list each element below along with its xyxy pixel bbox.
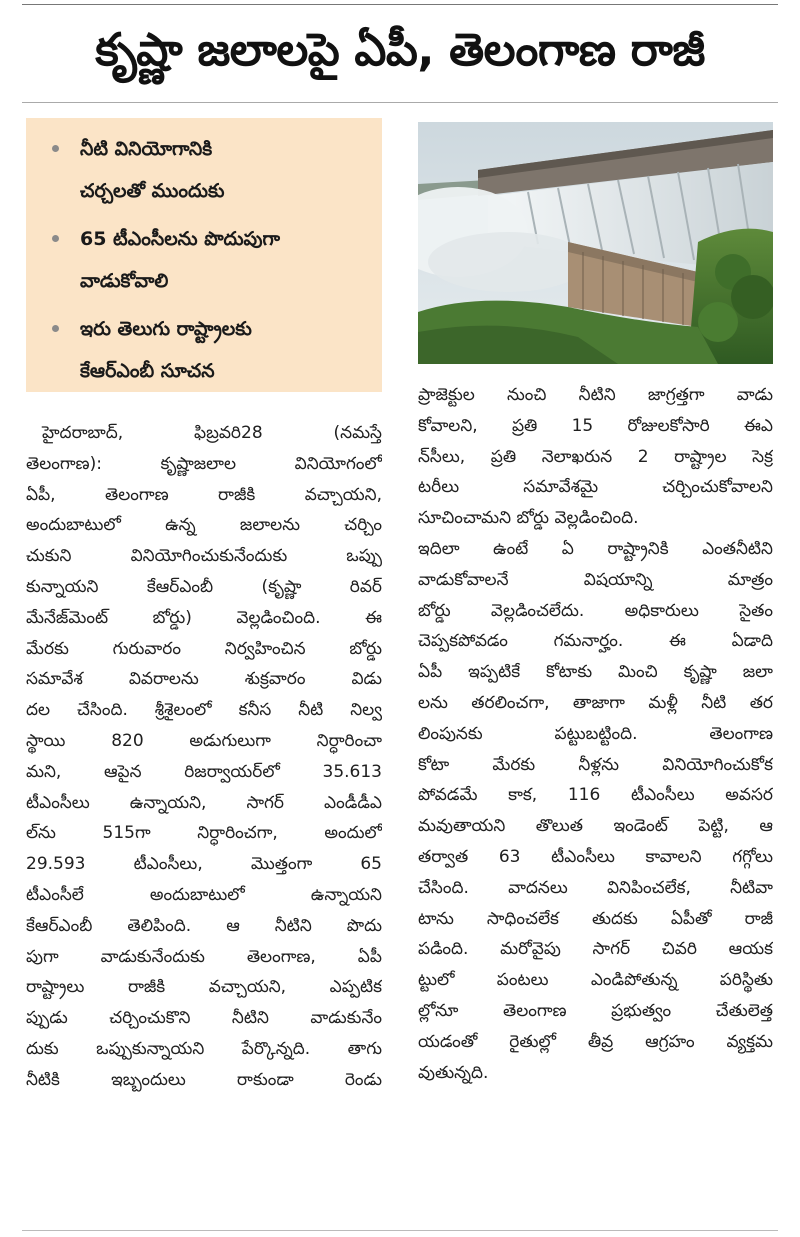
article-line: ప్రాజెక్టుల నుంచి నీటిని జాగ్రత్తగా వాడు xyxy=(418,385,773,405)
article-line: టీఎంసీలే అందుబాటులో ఉన్నాయని xyxy=(26,884,382,905)
article-line: పుగా వాడుకునేందుకు తెలంగాణ, ఏపీ xyxy=(26,946,382,967)
article-line: మని, ఆపైన రిజర్వాయర్‌లో 35.613 xyxy=(26,761,382,782)
dam-photo xyxy=(418,122,773,364)
article-line: న్‌సీలు, ప్రతి నెలాఖరున 2 రాష్ట్రాల సెక్ర xyxy=(418,446,773,467)
article-line: 29.593 టీఎంసీలు, మొత్తంగా 65 xyxy=(26,854,382,875)
highlight-item xyxy=(50,128,372,212)
article-line: కోవాలని, ప్రతి 15 రోజులకోసారి ఈఎ xyxy=(418,415,773,436)
article-line: వుతున్నది. xyxy=(418,1062,489,1083)
article-line: మేరకు గురువారం నిర్వహించిన బోర్డు xyxy=(26,638,382,659)
bullet-dot-icon xyxy=(52,325,59,332)
article-line: టరీలు సమావేశమై చర్చించుకోవాలని xyxy=(418,477,773,498)
highlight-line: ఇరు తెలుగు రాష్ట్రాలకు xyxy=(80,318,252,340)
article-line: చేసింది. వాదనలు వినిపించలేక, నీటివా xyxy=(418,877,773,898)
highlight-line: చర్చలతో ముందుకు xyxy=(80,180,225,202)
article-line: ఇదిలా ఉంటే ఏ రాష్ట్రానికి ఎంతనీటిని xyxy=(418,538,773,559)
highlights-box xyxy=(26,118,382,392)
article-line: చెప్పకపోవడం గమనార్హం. ఈ ఏడాది xyxy=(418,631,773,652)
article-line: లను తరలించగా, తాజాగా మళ్లీ నీటి తర xyxy=(418,692,773,713)
highlight-line: వాడుకోవాలి xyxy=(80,270,169,292)
bottom-rule xyxy=(22,1230,778,1231)
article-line: కున్నాయని కేఆర్‌ఎంబీ (కృష్ణా రివర్ xyxy=(26,576,382,597)
highlight-line: కేఆర్‌ఎంబీ సూచన xyxy=(80,360,215,382)
article-line: మవుతాయని తొలుత ఇండెంట్ పెట్టి, ఆ xyxy=(418,816,773,837)
bullet-dot-icon xyxy=(52,235,59,242)
article-line: ఏపీ, తెలంగాణ రాజీకి వచ్చాయని, xyxy=(26,484,382,505)
article-line: దుకు ఒప్పుకున్నాయని పేర్కొన్నది. తాగు xyxy=(26,1038,382,1059)
article-line: టీఎంసీలు ఉన్నాయని, సాగర్ ఎండీడీఎ xyxy=(26,792,382,813)
article-line: రాష్ట్రాలు రాజీకి వచ్చాయని, ఎప్పటిక xyxy=(26,977,382,998)
article-line: పోవడమే కాక, 116 టీఎంసీలు అవసర xyxy=(418,785,773,806)
article-line: హైదరాబాద్, ఫిబ్రవరి28 (నమస్తే xyxy=(42,423,382,443)
article-line: ల్‌ను 515గా నిర్ధారించగా, అందులో xyxy=(26,823,382,844)
article-body-left-column xyxy=(26,418,382,1096)
article-line: అందుబాటులో ఉన్న జలాలను చర్చిం xyxy=(26,515,382,536)
article-line: తర్వాత 63 టీఎంసీలు కావాలని గగ్గోలు xyxy=(418,846,773,867)
article-line: పడింది. మరోవైపు సాగర్ చివరి ఆయక xyxy=(418,939,773,960)
article-line: స్థాయి 820 అడుగులుగా నిర్ధారించా xyxy=(26,730,382,751)
article-line: సూచించామని బోర్డు వెల్లడించింది. xyxy=(418,508,639,529)
highlight-line: 65 టీఎంసీలను పొదుపుగా xyxy=(80,228,280,250)
article-line: తెలంగాణ): కృష్ణాజలాల వినియోగంలో xyxy=(26,453,382,474)
article-line: వాడుకోవాలనే విషయాన్ని మాత్రం xyxy=(418,569,773,590)
article-line: యడంతో రైతుల్లో తీవ్ర ఆగ్రహం వ్యక్తమ xyxy=(418,1031,773,1052)
article-line: ల్లోనూ తెలంగాణ ప్రభుత్వం చేతులెత్త xyxy=(418,1000,773,1021)
article-line: బోర్డు వెల్లడించలేదు. అధికారులు సైతం xyxy=(418,600,773,621)
headline-rule xyxy=(22,102,778,103)
article-line: ట్టులో పంటలు ఎండిపోతున్న పరిస్థితు xyxy=(418,970,773,991)
article-line: దల చేసింది. శ్రీశైలంలో కనీస నీటి నిల్వ xyxy=(26,700,382,721)
article-body-right-column xyxy=(418,380,773,1088)
article-line: లింపునకు పట్టుబట్టింది. తెలంగాణ xyxy=(418,723,773,744)
article-line: కోటా మేరకు నీళ్లను వినియోగించుకోక xyxy=(418,754,773,775)
article-line: సమావేశ వివరాలను శుక్రవారం విడు xyxy=(26,669,382,690)
article-line: చుకుని వినియోగించుకునేందుకు ఒప్పు xyxy=(26,546,382,567)
top-rule xyxy=(22,4,778,5)
bullet-dot-icon xyxy=(52,145,59,152)
article-line: నీటికి ఇబ్బందులు రాకుండా రెండు xyxy=(26,1069,382,1090)
highlight-item xyxy=(50,308,372,392)
article-line: ప్పుడు చర్చించుకొని నీటిని వాడుకునేం xyxy=(26,1008,382,1029)
highlight-item xyxy=(50,218,372,302)
article-line: టాను సాధించలేక తుదకు ఏపీతో రాజీ xyxy=(418,908,773,929)
dam-illustration xyxy=(418,122,773,364)
highlight-line: నీటి వినియోగానికి xyxy=(80,138,213,160)
article-line: ఏపీ ఇప్పటికే కోటాకు మించి కృష్ణా జలా xyxy=(418,662,773,683)
article-line: మేనేజ్‌మెంట్ బోర్డు) వెల్లడించింది. ఈ xyxy=(26,607,382,628)
headline: కృష్ణా జలాలపై ఏపీ, తెలంగాణ రాజీ xyxy=(95,23,705,76)
article-line: కేఆర్‌ఎంబీ తెలిపింది. ఆ నీటిని పొదు xyxy=(26,915,382,936)
